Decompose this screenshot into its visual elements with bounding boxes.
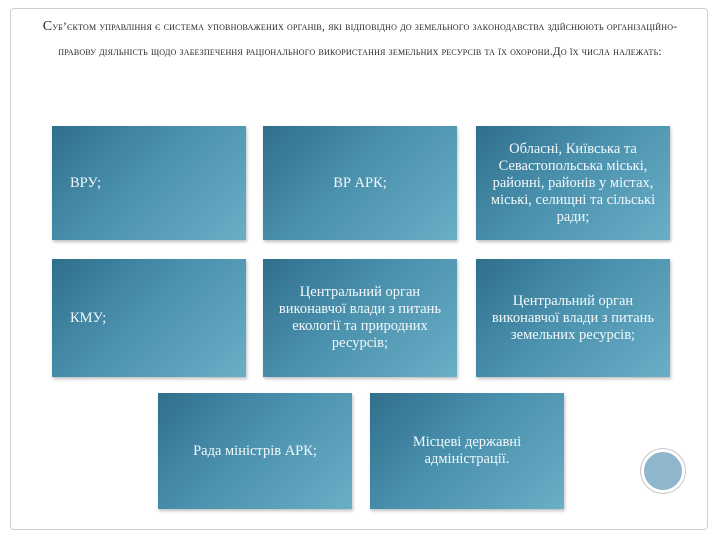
title-lead-letter: С bbox=[42, 19, 53, 34]
tile-vru-label: ВРУ; bbox=[70, 174, 102, 191]
tile-land-authority bbox=[476, 259, 670, 377]
tile-council-of-ministers-ark bbox=[158, 393, 352, 509]
slide-title bbox=[36, 14, 684, 65]
tile-regional-councils-label: Обласні, Київська та Севастопольська міські, районні, районів у містах, міські, селищні та сільські ради; bbox=[490, 140, 656, 225]
decorative-circle bbox=[641, 449, 685, 493]
tile-vru bbox=[52, 126, 246, 240]
tile-council-of-ministers-ark-label: Рада міністрів АРК; bbox=[193, 442, 317, 459]
tile-land-authority-label: Центральний орган виконавчої влади з питань земельних ресурсів; bbox=[491, 292, 655, 343]
tile-kmu-label: КМУ; bbox=[70, 309, 107, 326]
tile-vr-ark bbox=[263, 126, 457, 240]
tile-vr-ark-label: ВР АРК; bbox=[333, 174, 387, 191]
tile-regional-councils bbox=[476, 126, 670, 240]
tile-kmu bbox=[52, 259, 246, 377]
tile-ecology-authority-label: Центральний орган виконавчої влади з питань екології та природних ресурсів; bbox=[278, 284, 442, 351]
tile-local-administrations bbox=[370, 393, 564, 509]
tile-local-administrations-label: Місцеві державні адміністрації. bbox=[412, 434, 522, 467]
title-text: уб’єктом управління є система уповноважених органів, які відповідно до земельного законодавства здійснюють організаційно-правову діяльність щодо забезпечення раціонального використання земельних ресурсів та їх охорони.До їх числа належать: bbox=[52, 21, 678, 58]
tile-ecology-authority bbox=[263, 259, 457, 377]
